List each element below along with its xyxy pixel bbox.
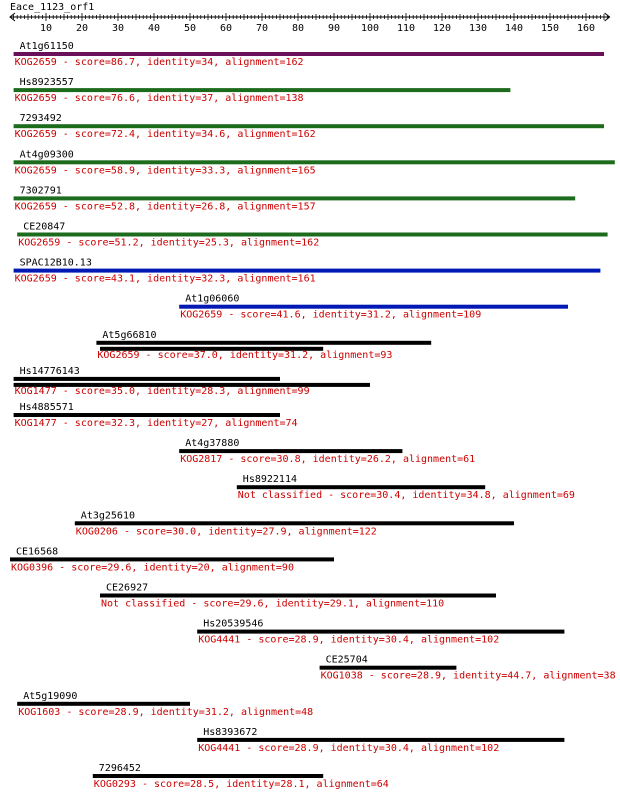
hit-annotation[interactable]: KOG4441 - score=28.9, identity=30.4, alignment=102 xyxy=(198,742,500,754)
hit-name[interactable]: At4g37880 xyxy=(185,438,240,450)
hit-row[interactable] xyxy=(14,113,604,140)
hit-bar[interactable] xyxy=(197,630,564,634)
hit-bar[interactable] xyxy=(96,341,431,345)
ruler xyxy=(10,13,610,34)
hit-annotation[interactable]: KOG4441 - score=28.9, identity=30.4, alignment=102 xyxy=(198,634,500,646)
hit-name[interactable]: CE26927 xyxy=(106,582,149,594)
ruler-tick-label: 120 xyxy=(432,23,452,34)
hit-name[interactable]: SPAC12B10.13 xyxy=(19,257,92,269)
hit-bar[interactable] xyxy=(179,305,568,309)
hit-bar[interactable] xyxy=(14,413,280,417)
hit-name[interactable]: 7296452 xyxy=(98,763,141,774)
hit-annotation[interactable]: KOG2659 - score=43.1, identity=32.3, alignment=161 xyxy=(14,273,316,285)
hit-annotation[interactable]: KOG2659 - score=52.8, identity=26.8, alignment=157 xyxy=(14,201,316,213)
hit-row[interactable] xyxy=(93,763,389,790)
ruler-tick-label: 110 xyxy=(396,23,416,34)
hit-bar[interactable] xyxy=(179,449,402,453)
hit-row[interactable] xyxy=(237,474,575,501)
hit-list xyxy=(10,41,616,790)
hit-name[interactable]: At3g25610 xyxy=(80,510,135,522)
ruler-tick-label: 140 xyxy=(504,23,524,34)
hit-name[interactable]: At1g61150 xyxy=(19,41,74,52)
hit-bar[interactable] xyxy=(14,88,511,92)
hit-name[interactable]: 7293492 xyxy=(19,113,62,125)
hit-annotation[interactable]: KOG2659 - score=86.7, identity=34, alignment=162 xyxy=(14,57,304,68)
hit-row[interactable] xyxy=(179,294,568,321)
hit-annotation[interactable]: KOG2659 - score=76.6, identity=37, alignment=138 xyxy=(14,93,304,105)
hit-name[interactable]: Hs20539546 xyxy=(203,618,264,630)
hit-row[interactable] xyxy=(179,438,475,465)
ruler-tick-label: 70 xyxy=(255,23,269,34)
hit-bar[interactable] xyxy=(14,160,615,164)
hit-annotation[interactable]: KOG2659 - score=41.6, identity=31.2, alignment=109 xyxy=(180,309,482,321)
ruler-tick-label: 10 xyxy=(39,23,53,34)
hit-annotation[interactable]: KOG2659 - score=72.4, identity=34.6, alignment=162 xyxy=(14,129,316,141)
ruler-tick-label: 50 xyxy=(183,23,197,34)
hit-name[interactable]: CE25704 xyxy=(325,654,368,666)
hit-annotation[interactable]: KOG0396 - score=29.6, identity=20, alignment=90 xyxy=(11,562,294,574)
hit-row[interactable] xyxy=(96,330,431,361)
hit-name[interactable]: At1g06060 xyxy=(185,293,240,305)
ruler-tick-label: 20 xyxy=(75,23,89,34)
hit-name[interactable]: Hs8923557 xyxy=(19,77,74,89)
hit-annotation[interactable]: Not classified - score=29.6, identity=29.1, alignment=110 xyxy=(101,598,445,610)
hit-name[interactable]: At5g19090 xyxy=(23,690,78,702)
hit-bar[interactable] xyxy=(237,485,485,489)
hit-annotation[interactable]: KOG0206 - score=30.0, identity=27.9, alignment=122 xyxy=(75,526,377,538)
hit-bar[interactable] xyxy=(320,666,457,670)
hit-name[interactable]: CE16568 xyxy=(16,546,59,558)
hit-name[interactable]: Hs14776143 xyxy=(19,365,80,377)
hit-bar[interactable] xyxy=(100,594,496,598)
ruler-tick-label: 90 xyxy=(327,23,341,34)
hit-bar[interactable] xyxy=(14,52,604,56)
hit-row[interactable] xyxy=(17,691,313,718)
hit-bar[interactable] xyxy=(10,557,334,561)
hit-row[interactable] xyxy=(14,366,370,397)
hit-row[interactable] xyxy=(10,546,334,573)
ruler-tick-label: 80 xyxy=(291,23,305,34)
hit-annotation[interactable]: KOG2817 - score=30.8, identity=26.2, alignment=61 xyxy=(180,454,476,466)
hit-row[interactable] xyxy=(14,402,298,429)
hit-bar[interactable] xyxy=(14,196,576,200)
hit-row[interactable] xyxy=(14,77,511,104)
hit-annotation[interactable]: KOG2659 - score=58.9, identity=33.3, alignment=165 xyxy=(14,165,316,177)
hit-bar[interactable] xyxy=(14,377,280,381)
hit-bar[interactable] xyxy=(17,702,190,706)
ruler-tick-label: 160 xyxy=(576,23,596,34)
ruler-tick-label: 130 xyxy=(468,23,488,34)
hit-row[interactable] xyxy=(17,222,607,249)
hit-annotation[interactable]: KOG0293 - score=28.5, identity=28.1, alignment=64 xyxy=(93,779,389,790)
hit-annotation[interactable]: KOG2659 - score=37.0, identity=31.2, alignment=93 xyxy=(97,349,393,361)
hit-annotation[interactable]: KOG1038 - score=28.9, identity=44.7, alignment=38 xyxy=(320,670,616,682)
hit-name[interactable]: CE20847 xyxy=(23,221,66,233)
hit-row[interactable] xyxy=(14,149,615,176)
hit-name[interactable]: Hs8922114 xyxy=(242,474,297,486)
hit-annotation[interactable]: KOG1603 - score=28.9, identity=31.2, alignment=48 xyxy=(18,706,314,718)
hit-annotation[interactable]: KOG1477 - score=32.3, identity=27, alignment=74 xyxy=(14,418,298,429)
hit-name[interactable]: At4g09300 xyxy=(19,149,74,161)
hit-bar[interactable] xyxy=(93,774,323,778)
ruler-tick-label: 100 xyxy=(360,23,380,34)
hit-row[interactable] xyxy=(14,185,576,212)
ruler-tick-label: 30 xyxy=(111,23,125,34)
hit-row[interactable] xyxy=(197,727,564,754)
hit-row[interactable] xyxy=(100,583,496,610)
hit-name[interactable]: 7302791 xyxy=(19,185,62,197)
query-name: Eace_1123_orf1 xyxy=(10,2,95,13)
hit-bar[interactable] xyxy=(75,521,514,525)
hit-bar[interactable] xyxy=(14,124,604,128)
hit-name[interactable]: At5g66810 xyxy=(102,329,157,341)
hit-annotation[interactable]: KOG1477 - score=35.0, identity=28.3, alignment=99 xyxy=(14,385,310,397)
hit-annotation[interactable]: Not classified - score=30.4, identity=34.8, alignment=69 xyxy=(237,490,575,502)
hit-row[interactable] xyxy=(197,619,564,646)
hit-bar[interactable] xyxy=(17,233,607,237)
hit-annotation[interactable]: KOG2659 - score=51.2, identity=25.3, alignment=162 xyxy=(18,237,320,249)
hit-row[interactable] xyxy=(14,41,604,68)
ruler-tick-label: 40 xyxy=(147,23,161,34)
hit-row[interactable] xyxy=(320,655,616,682)
hit-name[interactable]: Hs4885571 xyxy=(19,402,74,413)
hit-bar[interactable] xyxy=(197,738,564,742)
hit-row[interactable] xyxy=(14,258,601,285)
ruler-tick-label: 150 xyxy=(540,23,560,34)
hit-bar[interactable] xyxy=(14,269,601,273)
ruler-tick-label: 60 xyxy=(219,23,233,34)
hit-name[interactable]: Hs8393672 xyxy=(203,726,258,738)
hit-row[interactable] xyxy=(75,510,514,537)
